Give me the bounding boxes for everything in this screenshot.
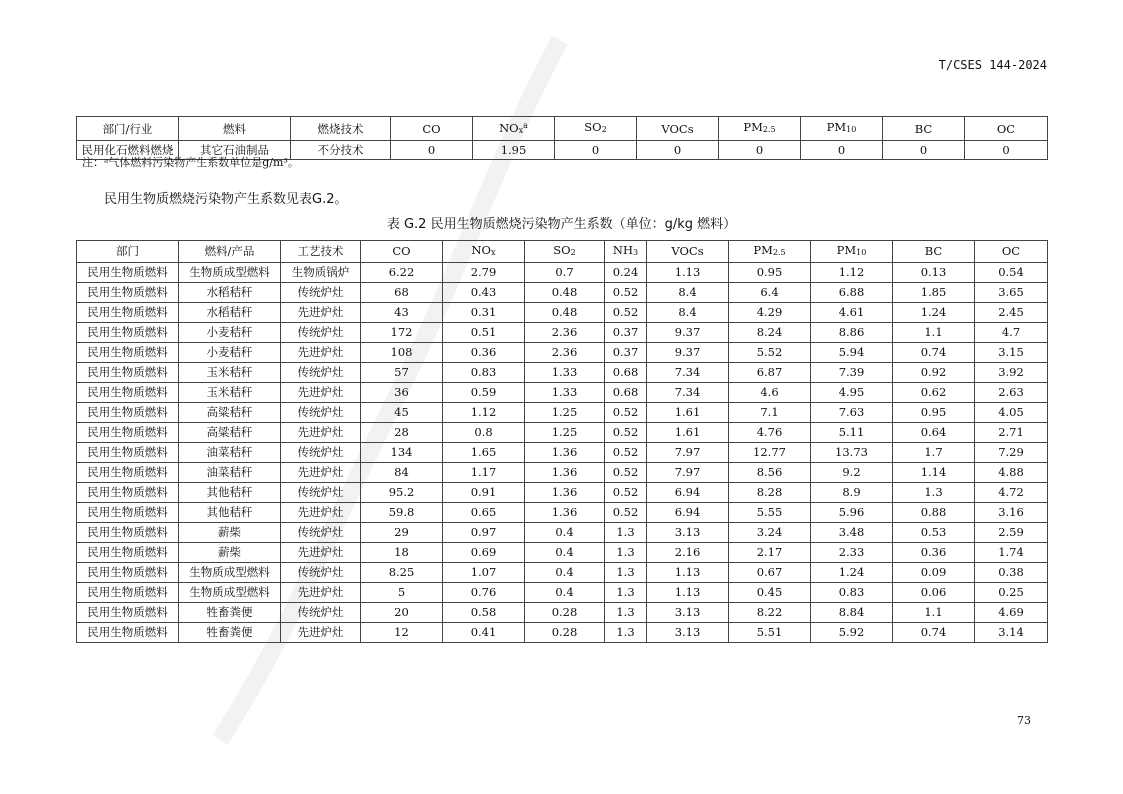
table-cell: 2.17 (729, 543, 811, 563)
table-cell: 先进炉灶 (281, 583, 361, 603)
header-cell-so2: $SO_2$ (525, 241, 605, 263)
table-note: 注：ᵃ气体燃料污染物产生系数单位是g/m³。 (82, 156, 299, 169)
table-cell: 1.85 (893, 283, 975, 303)
table-cell: 57 (361, 363, 443, 383)
table-cell: 民用生物质燃料 (77, 323, 179, 343)
table-cell: 民用生物质燃料 (77, 283, 179, 303)
table-cell: 3.24 (729, 523, 811, 543)
table-cell: 7.97 (647, 443, 729, 463)
table-cell: 0.59 (443, 383, 525, 403)
table-cell: 1.13 (647, 563, 729, 583)
table-cell: 1.61 (647, 403, 729, 423)
table-row (77, 283, 1048, 303)
table-cell: 不分技术 (291, 141, 391, 160)
table-cell: 1.25 (525, 423, 605, 443)
table-cell: 6.87 (729, 363, 811, 383)
table-cell: 172 (361, 323, 443, 343)
table-cell: 7.34 (647, 383, 729, 403)
table-row (77, 263, 1048, 283)
table-cell: 1.1 (893, 603, 975, 623)
table-cell: 0.52 (605, 283, 647, 303)
table-cell: 0.52 (605, 403, 647, 423)
table-row (77, 463, 1048, 483)
table-cell: 0.69 (443, 543, 525, 563)
table-caption: 表 G.2 民用生物质燃烧污染物产生系数（单位：g/kg 燃料） (386, 217, 737, 232)
table-cell: 0.52 (605, 303, 647, 323)
table-cell: 0.38 (975, 563, 1048, 583)
table-cell: 传统炉灶 (281, 323, 361, 343)
table-cell: 民用生物质燃料 (77, 583, 179, 603)
footnote-marker: a (523, 121, 528, 130)
table-cell: 3.15 (975, 343, 1048, 363)
table-cell: 传统炉灶 (281, 363, 361, 383)
table-cell: 0.83 (811, 583, 893, 603)
table-cell: 0.54 (975, 263, 1048, 283)
table-cell: 0.4 (525, 563, 605, 583)
table-cell: 7.39 (811, 363, 893, 383)
table-cell: 7.63 (811, 403, 893, 423)
table-cell: 8.22 (729, 603, 811, 623)
header-cell: 部门 (77, 241, 179, 263)
table-cell: 1.3 (893, 483, 975, 503)
table-cell: 36 (361, 383, 443, 403)
table-cell: 84 (361, 463, 443, 483)
header-cell: 工艺技术 (281, 241, 361, 263)
table-cell: 民用生物质燃料 (77, 503, 179, 523)
table-cell: 0.62 (893, 383, 975, 403)
table-cell: 0.37 (605, 343, 647, 363)
table-cell: 1.65 (443, 443, 525, 463)
table-cell: 7.97 (647, 463, 729, 483)
table-cell: 1.3 (605, 623, 647, 643)
table-row (77, 403, 1048, 423)
table-cell: 0.48 (525, 303, 605, 323)
table-cell: 4.95 (811, 383, 893, 403)
table-cell: 134 (361, 443, 443, 463)
table-cell: 0.52 (605, 423, 647, 443)
table-cell: 0.52 (605, 443, 647, 463)
table-cell: 薪柴 (179, 543, 281, 563)
table-cell: 0 (883, 141, 965, 160)
table-cell: 59.8 (361, 503, 443, 523)
table-cell: 0.68 (605, 383, 647, 403)
table-cell: 0.37 (605, 323, 647, 343)
table-cell: 0.74 (893, 343, 975, 363)
table-cell: 0.52 (605, 483, 647, 503)
table-cell: 1.07 (443, 563, 525, 583)
table-cell: 3.48 (811, 523, 893, 543)
table-row (77, 303, 1048, 323)
table-cell: 5.51 (729, 623, 811, 643)
table-cell: 水稻秸秆 (179, 283, 281, 303)
table-cell: 0.53 (893, 523, 975, 543)
table-cell: 7.29 (975, 443, 1048, 463)
document-code: T/CSES 144-2024 (938, 58, 1047, 72)
table-row (77, 603, 1048, 623)
table-row (77, 443, 1048, 463)
table-cell: 生物质成型燃料 (179, 583, 281, 603)
table-cell: 民用生物质燃料 (77, 403, 179, 423)
header-cell: VOCs (647, 241, 729, 263)
table-cell: 0.52 (605, 463, 647, 483)
table-cell: 8.4 (647, 303, 729, 323)
table-cell: 民用生物质燃料 (77, 603, 179, 623)
biomass-emission-table (76, 240, 1048, 643)
table-cell: 68 (361, 283, 443, 303)
table-cell: 1.61 (647, 423, 729, 443)
table-cell: 0.76 (443, 583, 525, 603)
body-paragraph: 民用生物质燃烧污染物产生系数见表G.2。 (104, 192, 348, 207)
table-cell: 108 (361, 343, 443, 363)
table-header-row (77, 117, 1048, 141)
table-header-row (77, 241, 1048, 263)
table-cell: 3.16 (975, 503, 1048, 523)
table-cell: 1.3 (605, 523, 647, 543)
table-cell: 0.58 (443, 603, 525, 623)
table-cell: 0.09 (893, 563, 975, 583)
table-row (77, 423, 1048, 443)
table-cell: 传统炉灶 (281, 443, 361, 463)
table-cell: 0.41 (443, 623, 525, 643)
header-cell-nox: $NO_x^a$ (473, 117, 555, 141)
table-cell: 民用化石燃料燃烧 (77, 141, 179, 160)
table-cell: 0.24 (605, 263, 647, 283)
table-cell: 1.13 (647, 583, 729, 603)
table-cell: 0.7 (525, 263, 605, 283)
header-cell: CO (361, 241, 443, 263)
table-cell: 1.36 (525, 503, 605, 523)
table-cell: 0.4 (525, 543, 605, 563)
table-cell: 牲畜粪便 (179, 603, 281, 623)
table-cell: 先进炉灶 (281, 623, 361, 643)
table-cell: 4.76 (729, 423, 811, 443)
table-cell: 民用生物质燃料 (77, 263, 179, 283)
table-cell: 0.74 (893, 623, 975, 643)
header-cell: OC (975, 241, 1048, 263)
table-cell: 0.68 (605, 363, 647, 383)
table-row (77, 503, 1048, 523)
table-cell: 0.28 (525, 623, 605, 643)
table-cell: 1.24 (893, 303, 975, 323)
table-cell: 0 (555, 141, 637, 160)
page-number: 73 (1017, 714, 1031, 727)
table-row (77, 323, 1048, 343)
table-cell: 先进炉灶 (281, 423, 361, 443)
table-cell: 5 (361, 583, 443, 603)
table-cell: 1.3 (605, 563, 647, 583)
table-cell: 28 (361, 423, 443, 443)
table-cell: 2.16 (647, 543, 729, 563)
table-cell: 4.88 (975, 463, 1048, 483)
table-cell: 1.3 (605, 583, 647, 603)
table-cell: 13.73 (811, 443, 893, 463)
table-cell: 1.74 (975, 543, 1048, 563)
table-cell: 0 (391, 141, 473, 160)
table-cell: 0.4 (525, 583, 605, 603)
table-cell: 小麦秸秆 (179, 343, 281, 363)
table-cell: 1.36 (525, 483, 605, 503)
table-cell: 生物质成型燃料 (179, 263, 281, 283)
table-cell: 1.33 (525, 383, 605, 403)
table-cell: 0.97 (443, 523, 525, 543)
table-cell: 1.3 (605, 543, 647, 563)
table-cell: 8.28 (729, 483, 811, 503)
table-cell: 5.52 (729, 343, 811, 363)
table-cell: 8.86 (811, 323, 893, 343)
table-cell: 45 (361, 403, 443, 423)
table-cell: 0.67 (729, 563, 811, 583)
table-cell: 3.13 (647, 623, 729, 643)
table-cell: 0.83 (443, 363, 525, 383)
table-row (77, 363, 1048, 383)
table-cell: 传统炉灶 (281, 283, 361, 303)
table-cell: 8.56 (729, 463, 811, 483)
table-cell: 民用生物质燃料 (77, 303, 179, 323)
table-cell: 民用生物质燃料 (77, 463, 179, 483)
table-cell: 5.55 (729, 503, 811, 523)
table-cell: 高粱秸秆 (179, 423, 281, 443)
table-cell: 高粱秸秆 (179, 403, 281, 423)
table-row (77, 623, 1048, 643)
table-cell: 1.7 (893, 443, 975, 463)
table-cell: 0.28 (525, 603, 605, 623)
table-cell: 6.94 (647, 503, 729, 523)
table-cell: 9.37 (647, 323, 729, 343)
table-cell: 5.11 (811, 423, 893, 443)
table-cell: 玉米秸秆 (179, 383, 281, 403)
table-row (77, 343, 1048, 363)
table-cell: 9.2 (811, 463, 893, 483)
table-cell: 油菜秸秆 (179, 443, 281, 463)
table-cell: 传统炉灶 (281, 523, 361, 543)
table-cell: 8.9 (811, 483, 893, 503)
table-cell: 1.33 (525, 363, 605, 383)
table-cell: 0.48 (525, 283, 605, 303)
header-cell-pm25: $PM_{2.5}$ (719, 117, 801, 141)
table-cell: 0.8 (443, 423, 525, 443)
header-cell: OC (965, 117, 1048, 141)
table-cell: 4.72 (975, 483, 1048, 503)
table-cell: 民用生物质燃料 (77, 343, 179, 363)
table-cell: 传统炉灶 (281, 483, 361, 503)
table-cell: 民用生物质燃料 (77, 383, 179, 403)
table-cell: 4.6 (729, 383, 811, 403)
table-cell: 1.36 (525, 463, 605, 483)
table-row (77, 383, 1048, 403)
table-cell: 0.43 (443, 283, 525, 303)
table-row (77, 543, 1048, 563)
table-cell: 先进炉灶 (281, 503, 361, 523)
table-cell: 2.63 (975, 383, 1048, 403)
table-cell: 1.1 (893, 323, 975, 343)
header-cell-nh3: $NH_3$ (605, 241, 647, 263)
header-cell-so2: $SO_2$ (555, 117, 637, 141)
table-cell: 2.71 (975, 423, 1048, 443)
header-cell: BC (893, 241, 975, 263)
table-cell: 0 (637, 141, 719, 160)
table-cell: 0 (801, 141, 883, 160)
table-row (77, 483, 1048, 503)
table-cell: 20 (361, 603, 443, 623)
table-cell: 6.4 (729, 283, 811, 303)
table-cell: 8.4 (647, 283, 729, 303)
table-cell: 4.61 (811, 303, 893, 323)
table-cell: 油菜秸秆 (179, 463, 281, 483)
table-cell: 0.88 (893, 503, 975, 523)
table-cell: 4.29 (729, 303, 811, 323)
table-cell: 4.69 (975, 603, 1048, 623)
table-cell: 传统炉灶 (281, 403, 361, 423)
table-cell: 0 (719, 141, 801, 160)
table-cell: 0.06 (893, 583, 975, 603)
table-cell: 0.65 (443, 503, 525, 523)
table-cell: 民用生物质燃料 (77, 483, 179, 503)
header-cell: BC (883, 117, 965, 141)
table-cell: 民用生物质燃料 (77, 563, 179, 583)
table-cell: 先进炉灶 (281, 343, 361, 363)
table-cell: 玉米秸秆 (179, 363, 281, 383)
table-cell: 生物质锅炉 (281, 263, 361, 283)
table-cell: 民用生物质燃料 (77, 443, 179, 463)
table-cell: 民用生物质燃料 (77, 363, 179, 383)
table-cell: 生物质成型燃料 (179, 563, 281, 583)
table-cell: 2.33 (811, 543, 893, 563)
table-cell: 6.88 (811, 283, 893, 303)
table-cell: 牲畜粪便 (179, 623, 281, 643)
header-cell: 部门/行业 (77, 117, 179, 141)
table-cell: 4.05 (975, 403, 1048, 423)
table-cell: 2.79 (443, 263, 525, 283)
table-cell: 0.95 (893, 403, 975, 423)
table-cell: 0.36 (893, 543, 975, 563)
table-cell: 0.91 (443, 483, 525, 503)
table-cell: 1.36 (525, 443, 605, 463)
table-cell: 民用生物质燃料 (77, 623, 179, 643)
table-cell: 0.4 (525, 523, 605, 543)
header-cell-pm10: $PM_{10}$ (801, 117, 883, 141)
table-cell: 民用生物质燃料 (77, 543, 179, 563)
table-cell: 8.24 (729, 323, 811, 343)
table-cell: 43 (361, 303, 443, 323)
table-row (77, 583, 1048, 603)
header-cell: 燃料/产品 (179, 241, 281, 263)
table-cell: 1.95 (473, 141, 555, 160)
table-cell: 8.25 (361, 563, 443, 583)
table-cell: 0.36 (443, 343, 525, 363)
table-cell: 民用生物质燃料 (77, 523, 179, 543)
table-cell: 1.12 (811, 263, 893, 283)
table-cell: 7.1 (729, 403, 811, 423)
table-cell: 1.12 (443, 403, 525, 423)
table-cell: 1.14 (893, 463, 975, 483)
table-cell: 0.25 (975, 583, 1048, 603)
table-cell: 9.37 (647, 343, 729, 363)
header-cell-pm10: $PM_{10}$ (811, 241, 893, 263)
table-cell: 小麦秸秆 (179, 323, 281, 343)
header-cell: 燃料 (179, 117, 291, 141)
header-cell: VOCs (637, 117, 719, 141)
table-cell: 薪柴 (179, 523, 281, 543)
table-cell: 先进炉灶 (281, 543, 361, 563)
table-cell: 传统炉灶 (281, 563, 361, 583)
table-cell: 29 (361, 523, 443, 543)
table-cell: 2.36 (525, 323, 605, 343)
table-cell: 其他秸秆 (179, 503, 281, 523)
table-cell: 1.3 (605, 603, 647, 623)
table-cell: 其它石油制品 (179, 141, 291, 160)
table-cell: 12 (361, 623, 443, 643)
header-cell-nox: $NO_x$ (443, 241, 525, 263)
table-cell: 95.2 (361, 483, 443, 503)
table-cell: 3.65 (975, 283, 1048, 303)
table-cell: 5.92 (811, 623, 893, 643)
table-cell: 水稻秸秆 (179, 303, 281, 323)
table-row (77, 563, 1048, 583)
table-cell: 2.59 (975, 523, 1048, 543)
table-cell: 8.84 (811, 603, 893, 623)
table-cell: 5.94 (811, 343, 893, 363)
table-cell: 先进炉灶 (281, 463, 361, 483)
table-cell: 1.25 (525, 403, 605, 423)
table-cell: 3.13 (647, 523, 729, 543)
table-cell: 0.64 (893, 423, 975, 443)
table-cell: 2.36 (525, 343, 605, 363)
table-cell: 1.17 (443, 463, 525, 483)
table-cell: 6.22 (361, 263, 443, 283)
table-cell: 6.94 (647, 483, 729, 503)
table-cell: 4.7 (975, 323, 1048, 343)
table-cell: 1.13 (647, 263, 729, 283)
table-cell: 0.45 (729, 583, 811, 603)
table-cell: 7.34 (647, 363, 729, 383)
table-cell: 先进炉灶 (281, 383, 361, 403)
table-cell: 5.96 (811, 503, 893, 523)
header-cell: 燃烧技术 (291, 117, 391, 141)
table-cell: 18 (361, 543, 443, 563)
table-cell: 0.92 (893, 363, 975, 383)
table-row (77, 523, 1048, 543)
table-cell: 1.24 (811, 563, 893, 583)
table-cell: 其他秸秆 (179, 483, 281, 503)
header-cell-pm25: $PM_{2.5}$ (729, 241, 811, 263)
table-cell: 0 (965, 141, 1048, 160)
table-cell: 传统炉灶 (281, 603, 361, 623)
table-cell: 0.52 (605, 503, 647, 523)
table-cell: 0.51 (443, 323, 525, 343)
table-cell: 先进炉灶 (281, 303, 361, 323)
table-cell: 0.13 (893, 263, 975, 283)
table-cell: 3.14 (975, 623, 1048, 643)
table-cell: 3.92 (975, 363, 1048, 383)
table-cell: 0.95 (729, 263, 811, 283)
table-cell: 民用生物质燃料 (77, 423, 179, 443)
table-cell: 12.77 (729, 443, 811, 463)
header-cell: CO (391, 117, 473, 141)
table-cell: 3.13 (647, 603, 729, 623)
table-cell: 0.31 (443, 303, 525, 323)
table-cell: 2.45 (975, 303, 1048, 323)
